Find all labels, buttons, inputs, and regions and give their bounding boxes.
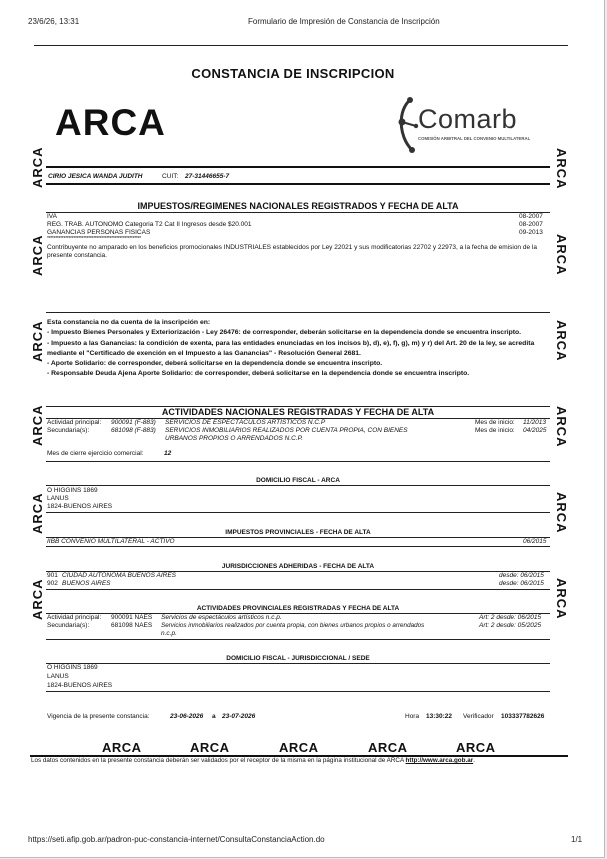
act-provincial-principal-label: Actividad principal: — [47, 614, 102, 621]
side-watermark-left-5: ARCA — [30, 492, 45, 534]
footer-arca-mark: ARCA — [368, 740, 408, 755]
domicilio-fiscal-title: DOMICILIO FISCAL - ARCA — [256, 477, 340, 484]
comarb-logo-text: Comarb — [418, 104, 518, 134]
impuesto-row-date: 09-2013 — [519, 229, 543, 236]
arca-logo: ARCA — [55, 102, 166, 143]
cuit-value: 27-31446655-7 — [185, 173, 230, 180]
impuesto-provincial-date: 06/2015 — [523, 538, 547, 545]
impuesto-row-date: 08-2007 — [519, 221, 543, 228]
domicilio-jurisdiccional-line: O HIGGINS 1869 — [47, 664, 98, 671]
side-watermark-right-6: ARCA — [554, 578, 569, 620]
actividad-secundaria-desc: SERVICIOS INMOBILIARIOS REALIZADOS POR CUENTA PROPIA, CON BIENES — [165, 427, 408, 434]
domicilio-jurisdiccional-rule — [46, 663, 550, 664]
impuesto-row-name: REG. TRAB. AUTONOMO Categoria T2 Cat II Ingresos desde $20.001 — [47, 221, 252, 228]
domicilio-fiscal-line: O HIGGINS 1869 — [47, 487, 98, 494]
side-watermark-left-4: ARCA — [30, 404, 45, 446]
act-provinciales-bottom-rule — [46, 639, 550, 640]
impuesto-row-date: 08-2007 — [519, 213, 543, 220]
cierre-ejercicio-value: 12 — [164, 450, 172, 457]
contribuyente-bottom-border — [46, 183, 550, 185]
domicilio-fiscal-bottom-rule — [46, 512, 550, 513]
aviso-line: - Impuesto Bienes Personales y Exteriorización - Ley 26476: de corresponder, deberán solicitarse en la dependencia donde se encuentra inscripto. — [47, 329, 522, 337]
impuesto-provincial-item: IIBB CONVENIO MULTILATERAL - ACTIVO — [47, 538, 175, 545]
domicilio-fiscal-line: 1824-BUENOS AIRES — [47, 503, 113, 510]
actividad-principal-mes: 11/2013 — [523, 419, 547, 426]
footer-arca-mark: ARCA — [102, 740, 142, 755]
actividad-principal-code: 900091 (F-883) — [111, 419, 156, 426]
verificador-value: 103337782626 — [501, 713, 545, 720]
actividad-secundaria-desc-2: URBANOS PROPIOS O ARRENDADOS N.C.P. — [165, 435, 303, 442]
jurisdicciones-title: JURISDICCIONES ADHERIDAS - FECHA DE ALTA — [221, 563, 375, 570]
footer-note-row — [31, 757, 475, 764]
vigencia-label: Vigencia de la presente constancia: — [47, 713, 150, 720]
top-border — [34, 45, 568, 46]
jurisdicciones-bottom-rule — [46, 589, 550, 590]
actividad-secundaria-mes: 04/2025 — [523, 427, 547, 434]
jurisdiccion-code: 901 — [47, 572, 58, 579]
actividad-principal-label: Actividad principal: — [47, 419, 102, 426]
contribuyente-top-border — [46, 166, 550, 168]
contribuyente-name: CIRIO JESICA WANDA JUDITH — [48, 173, 143, 180]
side-watermark-right-1: ARCA — [554, 148, 569, 190]
arca-website-link[interactable]: http://www.arca.gob.ar — [405, 757, 474, 764]
domicilio-fiscal-rule — [46, 485, 550, 486]
impuestos-title: IMPUESTOS/REGIMENES NACIONALES REGISTRADOS Y FECHA DE ALTA — [137, 201, 459, 211]
footer-arca-mark: ARCA — [456, 740, 496, 755]
aviso-line: Esta constancia no da cuenta de la inscripción en: — [47, 319, 211, 326]
actividad-secundaria-code: 681098 (F-883) — [111, 427, 156, 434]
actividad-principal-mes-label: Mes de inicio: — [475, 419, 515, 426]
impuesto-row-name: IVA — [47, 213, 57, 220]
actividad-principal-desc: SERVICIOS DE ESPECTÁCULOS ARTÍSTICOS N.C.P — [165, 419, 326, 426]
side-watermark-right-3: ARCA — [554, 320, 569, 362]
domicilio-jurisdiccional-title: DOMICILIO FISCAL - JURISDICCIONAL / SEDE — [226, 655, 370, 662]
aviso-line: - Aporte Solidario: de corresponder, deberá solicitarse en la dependencia donde se encuentra inscripto. — [47, 360, 383, 368]
impuestos-separator-stars: ********************************************************* — [47, 236, 141, 242]
act-provincial-principal-code: 900091 NAES — [111, 614, 153, 621]
act-provincial-secundaria-desc-2: n.c.p. — [161, 630, 177, 637]
act-provincial-secundaria-desc: Servicios inmobiliarios realizados por cuenta propia, con bienes urbanos propios o arrendados — [161, 622, 425, 629]
jurisdiccion-name: CIUDAD AUTONOMA BUENOS AIRES — [62, 572, 177, 579]
impuestos-bottom-rule — [46, 312, 550, 313]
impuestos-note: Contribuyente no amparado en los beneficios promocionales INDUSTRIALES establecidos por Ley 22021 y sus modificatorias 22702 y 22973, a la fecha de emision de la presente constancia. — [47, 244, 537, 259]
hora-value: 13:30:22 — [426, 713, 453, 720]
print-url: https://seti.afip.gob.ar/padron-puc-constancia-internet/ConsultaConstanciaAction.do — [28, 835, 325, 844]
vigencia-a: a — [212, 713, 216, 720]
cierre-ejercicio-label: Mes de cierre ejercicio comercial: — [47, 450, 144, 457]
act-provincial-secundaria-art: Art: 2 desde: 05/2025 — [479, 622, 542, 629]
hora-label: Hora — [405, 713, 420, 720]
footer-note: Los datos contenidos en la presente constancia deberán ser validados por el receptor de la misma en la página institucional de ARCA — [31, 757, 404, 764]
impuesto-row-name: GANANCIAS PERSONAS FISICAS — [47, 229, 151, 236]
impuestos-provinciales-bottom-rule — [46, 546, 550, 547]
aviso-line: - Impuesto a las Ganancias: la condición de exenta, para las entidades enunciadas en los incisos b), d), e), f), g), m) y r) del Art. 20 de la ley, se acredita mediante el "Certificado de exención en el Impuesto a las Ganancias" - Resolución General 2681. — [47, 339, 535, 357]
comarb-logo-subtitle: COMISIÓN ARBITRAL DEL CONVENIO MULTILATERAL — [418, 136, 531, 141]
print-doc-title: Formulario de Impresión de Constancia de Inscripción — [248, 17, 440, 26]
footer-arca-mark: ARCA — [279, 740, 319, 755]
side-watermark-right-4: ARCA — [554, 406, 569, 448]
impuestos-rule — [46, 212, 550, 213]
actividades-title: ACTIVIDADES NACIONALES REGISTRADAS Y FECHA DE ALTA — [161, 407, 435, 417]
document-title: CONSTANCIA DE INSCRIPCION — [191, 66, 395, 81]
actividad-secundaria-mes-label: Mes de inicio: — [475, 427, 515, 434]
print-page-number: 1/1 — [571, 835, 583, 844]
domicilio-jurisdiccional-line: 1824-BUENOS AIRES — [47, 682, 113, 689]
side-watermark-left-2: ARCA — [30, 234, 45, 276]
print-datetime: 23/6/26, 13:31 — [28, 17, 80, 26]
domicilio-fiscal-line: LANUS — [47, 495, 69, 502]
side-watermark-left-3: ARCA — [30, 320, 45, 362]
actividad-secundaria-label: Secundaria(s): — [47, 427, 90, 434]
domicilio-jurisdiccional-bottom-rule — [46, 691, 550, 692]
aviso-block — [47, 318, 550, 380]
act-provincial-secundaria-label: Secundaria(s): — [47, 622, 90, 629]
jurisdiccion-name: BUENOS AIRES — [62, 580, 111, 587]
side-watermark-left-6: ARCA — [30, 578, 45, 620]
cuit-label: CUIT: — [162, 173, 179, 180]
jurisdiccion-date: desde: 06/2015 — [499, 580, 544, 587]
act-provincial-principal-desc: Servicios de espectáculos artísticos n.c.p. — [161, 614, 282, 621]
act-provinciales-title: ACTIVIDADES PROVINCIALES REGISTRADAS Y FECHA DE ALTA — [196, 605, 400, 612]
footer-arca-mark: ARCA — [190, 740, 230, 755]
footer-note-period: . — [473, 757, 475, 764]
domicilio-jurisdiccional-line: LANUS — [47, 673, 69, 680]
vigencia-to: 23-07-2026 — [222, 713, 256, 720]
impuestos-provinciales-title: IMPUESTOS PROVINCIALES - FECHA DE ALTA — [225, 529, 371, 536]
vigencia-from: 23-06-2026 — [170, 713, 204, 720]
verificador-label: Verificador — [463, 713, 494, 720]
act-provincial-secundaria-code: 681098 NAES — [111, 622, 153, 629]
side-watermark-right-5: ARCA — [554, 492, 569, 534]
aviso-line: - Responsable Deuda Ajena Aporte Solidario: de corresponder, deberá solicitarse en la dependencia donde se encuentra inscripto. — [47, 370, 470, 378]
actividades-bottom-rule — [46, 461, 550, 462]
side-watermark-right-2: ARCA — [554, 234, 569, 276]
jurisdiccion-date: desde: 06/2015 — [499, 572, 544, 579]
act-provincial-principal-art: Art: 2 desde: 06/2015 — [479, 614, 542, 621]
side-watermark-left-1: ARCA — [30, 146, 45, 188]
jurisdiccion-code: 902 — [47, 580, 58, 587]
